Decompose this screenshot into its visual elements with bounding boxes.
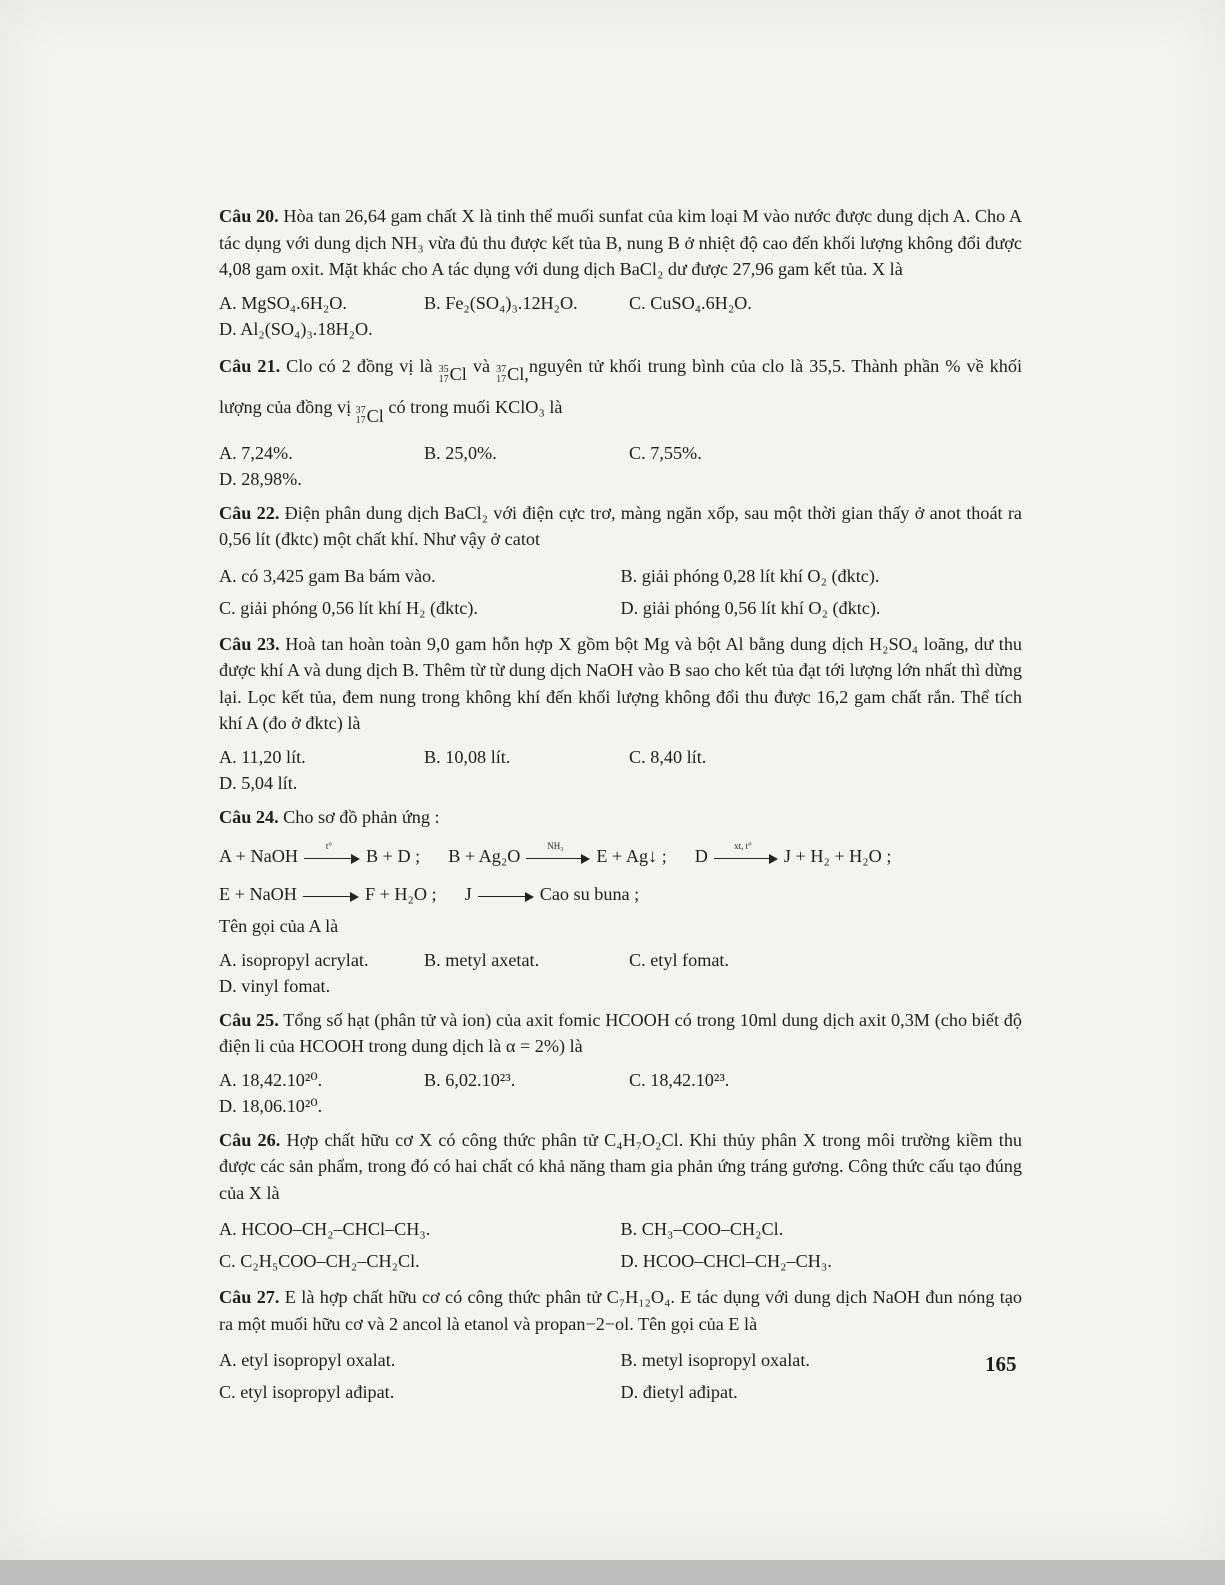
reactants: E + NaOH: [219, 883, 297, 904]
option-a[interactable]: A. 18,42.10²⁰.: [219, 1069, 323, 1090]
question-text-c: nguyên tử khối trung bình của clo là 35,5. Thành phần % về khối lượng của đồng vị: [219, 355, 1023, 417]
option-a[interactable]: A. 11,20 lít.: [219, 746, 306, 767]
options-27: [219, 1344, 1022, 1408]
question-label: Câu 24.: [219, 806, 279, 827]
isotope-cl37: [496, 358, 529, 391]
option-c[interactable]: C. 8,40 lít.: [629, 746, 707, 767]
reaction-2: [448, 843, 667, 870]
option-b[interactable]: B. Fe₂(SO₄)₃.12H₂O.: [424, 292, 578, 313]
question-text: Điện phân dung dịch BaCl₂ với điện cực trơ, màng ngăn xốp, sau một thời gian thấy ở anot thoát ra 0,56 lít (đktc) một chất khí. Như vậy ở catot: [219, 502, 1022, 549]
option-a[interactable]: A. etyl isopropyl oxalat.: [219, 1350, 396, 1370]
question-22: [219, 500, 1022, 553]
question-list: [219, 203, 1022, 1415]
option-d[interactable]: D. Al₂(SO₄)₃.18H₂O.: [219, 319, 373, 339]
question-text-b: và: [472, 355, 491, 376]
option-d[interactable]: D. giải phóng 0,56 lít khí O₂ (đktc).: [620, 597, 881, 618]
reactants: D: [694, 845, 708, 866]
options-26: [219, 1213, 1022, 1277]
isotope-cl35: [439, 358, 467, 391]
page-number: 165: [985, 1352, 1017, 1376]
option-b[interactable]: B. CH₃–COO–CH₂Cl.: [620, 1219, 784, 1239]
options-23: [219, 744, 1022, 797]
arrow-condition: t°: [325, 841, 333, 851]
option-d[interactable]: D. đietyl ađipat.: [620, 1382, 738, 1402]
reactants: J: [464, 883, 472, 904]
option-c[interactable]: C. C₂H₅COO–CH₂–CH₂Cl.: [219, 1251, 420, 1271]
option-d[interactable]: D. HCOO–CHCl–CH₂–CH₃.: [620, 1251, 832, 1271]
option-a[interactable]: A. có 3,425 gam Ba bám vào.: [219, 565, 436, 586]
reactants: A + NaOH: [219, 845, 298, 866]
reaction-line-2: [219, 875, 1022, 913]
question-label: Câu 23.: [219, 633, 280, 654]
products: J + H₂ + H₂O ;: [783, 845, 892, 866]
isotope-symbol: Cl: [366, 405, 384, 426]
question-label: Câu 21.: [219, 355, 281, 376]
isotope-mass: 35: [438, 363, 449, 375]
isotope-cl37-b: [356, 400, 384, 433]
isotope-z: 17: [355, 415, 366, 426]
option-b[interactable]: B. 6,02.10²³.: [424, 1069, 516, 1090]
products: E + Ag↓ ;: [596, 845, 667, 866]
question-text: E là hợp chất hữu cơ có công thức phân tử C₇H₁₂O₄. E tác dụng với dung dịch NaOH đun nóng tạo ra một muối hữu cơ và 2 ancol là etanol và propan−2−ol. Tên gọi của E là: [219, 1287, 1022, 1334]
option-a[interactable]: A. 7,24%.: [219, 442, 293, 463]
reaction-line-1: [219, 837, 1022, 875]
option-c[interactable]: C. CuSO₄.6H₂O.: [629, 292, 752, 313]
arrow-condition: NH₃: [547, 841, 564, 851]
option-b[interactable]: B. metyl axetat.: [424, 949, 540, 970]
option-b[interactable]: B. 25,0%.: [424, 442, 497, 463]
question-24: [219, 804, 1022, 831]
isotope-mass: 37: [355, 405, 366, 416]
options-22: [219, 560, 1022, 624]
scan-bottom-edge: [0, 1560, 1225, 1585]
question-text: Hợp chất hữu cơ X có công thức phân tử C₄H₇O₂Cl. Khi thủy phân X trong môi trường kiềm thu được các sản phẩm, trong đó có hai chất có khả năng tham gia phản ứng tráng gương. Công thức cấu tạo đúng của X là: [219, 1129, 1023, 1203]
option-b[interactable]: B. metyl isopropyl oxalat.: [620, 1350, 810, 1370]
question-label: Câu 22.: [219, 502, 280, 523]
options-21: [219, 440, 1022, 493]
option-c[interactable]: C. etyl fomat.: [629, 949, 730, 970]
question-label: Câu 26.: [219, 1129, 281, 1150]
products: F + H₂O ;: [364, 883, 437, 904]
reaction-1: [219, 843, 420, 870]
options-25: [219, 1067, 1022, 1120]
question-text-d: có trong muối KClO₃ là: [388, 397, 563, 417]
question-text: Tổng số hạt (phân tử và ion) của axit fomic HCOOH có trong 10ml dung dịch axit 0,3M (cho biết độ điện li của HCOOH trong dung dịch là α = 2%) là: [219, 1009, 1022, 1056]
question-text-a: Clo có 2 đồng vị là: [286, 355, 433, 376]
question-23: [219, 631, 1022, 737]
options-20: [219, 290, 1022, 343]
reaction-arrow: [478, 887, 534, 901]
reaction-arrow: [526, 841, 590, 863]
option-c[interactable]: C. 7,55%.: [629, 442, 702, 463]
option-c[interactable]: C. 18,42.10²³.: [629, 1069, 730, 1090]
option-a[interactable]: A. HCOO–CH₂–CHCl–CH₃.: [219, 1219, 431, 1239]
option-b[interactable]: B. giải phóng 0,28 lít khí O₂ (đktc).: [620, 565, 880, 586]
reactants: B + Ag₂O: [448, 845, 521, 866]
question-text: Cho sơ đồ phản ứng :: [283, 806, 440, 827]
option-a[interactable]: A. MgSO₄.6H₂O.: [219, 292, 347, 313]
question-label: Câu 20.: [219, 206, 279, 226]
isotope-symbol: Cl: [449, 364, 467, 384]
option-a[interactable]: A. isopropyl acrylat.: [219, 949, 369, 970]
products: B + D ;: [365, 845, 421, 866]
reaction-3: [695, 843, 892, 870]
option-c[interactable]: C. etyl isopropyl ađipat.: [219, 1382, 395, 1402]
option-b[interactable]: B. 10,08 lít.: [424, 746, 511, 767]
question-21: [219, 350, 1022, 433]
reaction-4: [219, 881, 437, 908]
products: Cao su buna ;: [539, 883, 640, 904]
option-d[interactable]: D. 18,06.10²⁰.: [219, 1096, 323, 1116]
isotope-symbol: Cl,: [507, 364, 529, 384]
question-label: Câu 25.: [219, 1009, 279, 1030]
reaction-5: [465, 881, 640, 908]
isotope-mass: 37: [496, 363, 507, 375]
question-26: [219, 1127, 1022, 1207]
arrow-condition: xt, t°: [734, 841, 752, 851]
question-text: Hoà tan hoàn toàn 9,0 gam hỗn hợp X gồm bột Mg và bột Al bằng dung dịch H₂SO₄ loãng, dư thu được khí A và dung dịch B. Thêm từ từ dung dịch NaOH vào B sao cho kết tủa đạt tới lượng lớn nhất thì dừng lại. Lọc kết tủa, đem nung trong không khí đến khối lượng không đổi thu được 16,2 gam chất rắn. Thể tích khí A (đo ở đktc) là: [219, 633, 1023, 733]
isotope-z: 17: [438, 373, 449, 385]
option-c[interactable]: C. giải phóng 0,56 lít khí H₂ (đktc).: [219, 597, 478, 618]
question-25: [219, 1007, 1022, 1060]
reaction-arrow: [303, 887, 359, 901]
question-20: [219, 203, 1022, 283]
option-d[interactable]: D. vinyl fomat.: [219, 976, 331, 996]
question-27: [219, 1284, 1022, 1337]
question-text: Hòa tan 26,64 gam chất X là tinh thể muối sunfat của kim loại M vào nước được dung dịch A. Cho A tác dụng với dung dịch NH₃ vừa đủ thu được kết tủa B, nung B ở nhiệt độ cao đến khối lượng không đổi được 4,08 gam oxit. Mặt khác cho A tác dụng với dung dịch BaCl₂ dư được 27,96 gam kết tủa. X là: [219, 206, 1022, 279]
options-24: [219, 947, 1022, 1000]
question-label: Câu 27.: [219, 1287, 280, 1307]
question-24-prompt: Tên gọi của A là: [219, 916, 339, 936]
reaction-arrow: [304, 841, 360, 863]
option-d[interactable]: D. 28,98%.: [219, 469, 302, 489]
isotope-z: 17: [496, 373, 507, 385]
reaction-arrow: [714, 841, 778, 863]
option-d[interactable]: D. 5,04 lít.: [219, 773, 298, 793]
